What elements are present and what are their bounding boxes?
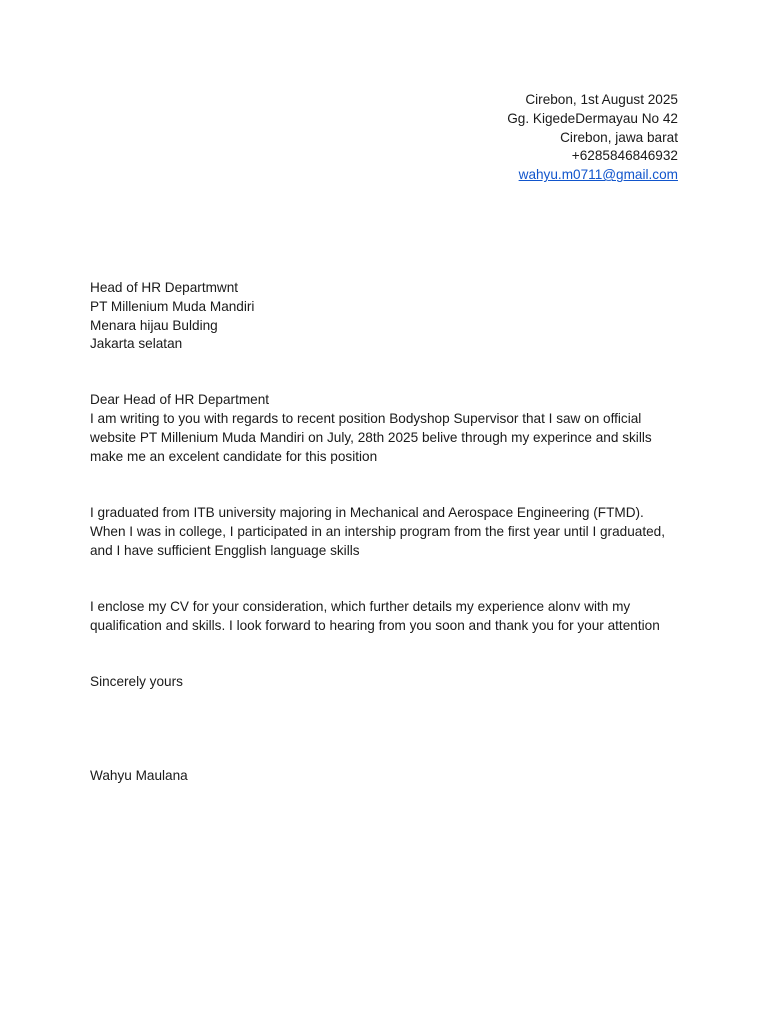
recipient-company: PT Millenium Muda Mandiri: [90, 298, 255, 314]
paragraph-line: I graduated from ITB university majoring in Mechanical and Aerospace Engineering (FTMD).: [90, 505, 644, 520]
closing: [90, 673, 183, 692]
paragraph-line: I enclose my CV for your consideration, which further details my experience alonv with my: [90, 599, 631, 614]
paragraph-line: qualification and skills. I look forward to hearing from you soon and thank you for your attention: [90, 617, 660, 633]
paragraph-line: When I was in college, I participated in an intership program from the first year until I graduated,: [90, 523, 665, 539]
sender-city: Cirebon, jawa barat: [560, 129, 678, 145]
salutation-text: Dear Head of HR Department: [90, 392, 270, 407]
signature: [90, 767, 188, 786]
sender-block: [507, 91, 678, 185]
recipient-title: Head of HR Departmwnt: [90, 280, 239, 295]
recipient-block: [90, 279, 254, 354]
paragraph-line: website PT Millenium Muda Mandiri on July, 28th 2025 belive through my experince and skills: [90, 429, 652, 445]
salutation: [90, 391, 269, 410]
body-paragraph-1: [90, 410, 652, 466]
sender-email-link[interactable]: wahyu.m0711@gmail.com: [518, 167, 678, 183]
body-paragraph-3: [90, 598, 660, 636]
recipient-city: Jakarta selatan: [90, 336, 183, 352]
paragraph-line: make me an excelent candidate for this position: [90, 448, 378, 464]
paragraph-line: I am writing to you with regards to recent position Bodyshop Supervisor that I saw on official: [90, 411, 642, 426]
sender-phone: +6285846846932: [571, 148, 678, 164]
recipient-building: Menara hijau Bulding: [90, 317, 218, 333]
closing-text: Sincerely yours: [90, 674, 183, 689]
sender-street: Gg. KigedeDermayau No 42: [507, 110, 678, 126]
signature-name: Wahyu Maulana: [90, 768, 188, 783]
place-date: Cirebon, 1st August 2025: [525, 92, 678, 107]
paragraph-line: and I have sufficient Engglish language skills: [90, 542, 360, 558]
body-paragraph-2: [90, 504, 665, 560]
